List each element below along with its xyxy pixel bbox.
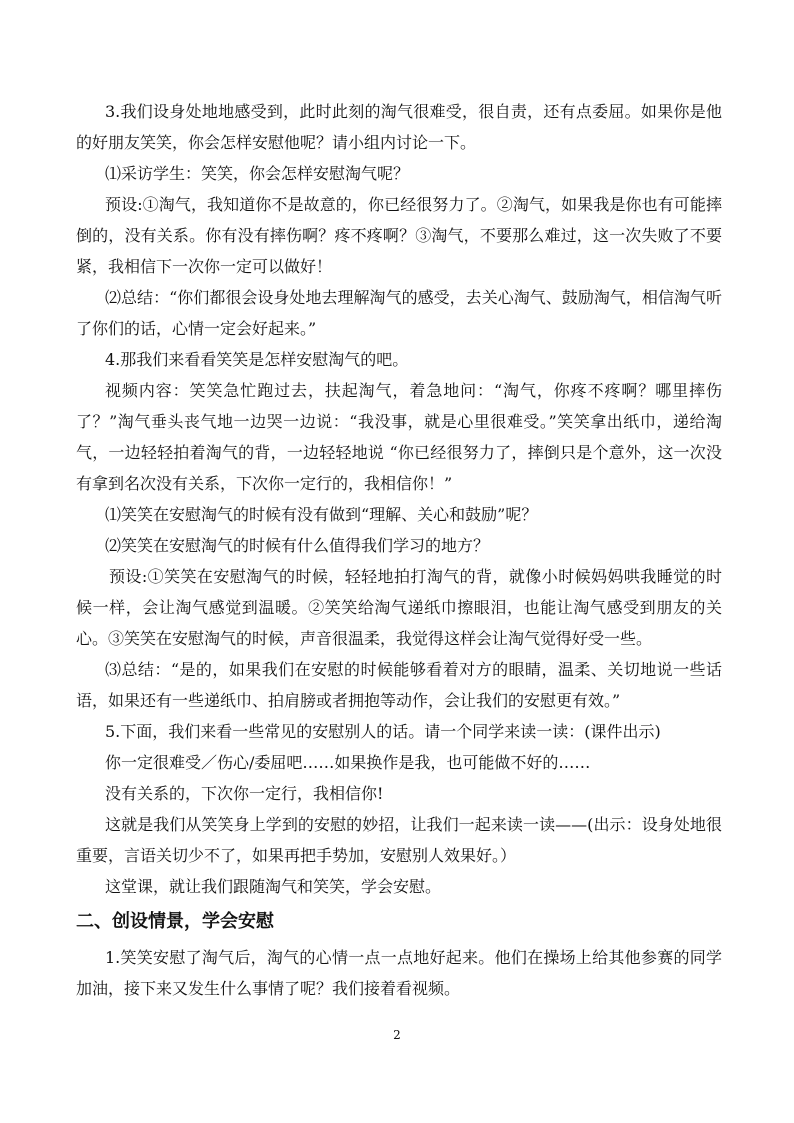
paragraph-summary-3: ⑶总结：“是的，如果我们在安慰的时候能够看着对方的眼睛，温柔、关切地说一些话语，如果还有一些递纸巾、拍肩膀或者拥抱等动作，会让我们的安慰更有效。”	[76, 660, 722, 710]
paragraph-tips: 这就是我们从笑笑身上学到的安慰的妙招，让我们一起来读一读——(出示：设身处地很重要，言语关切少不了，如果再把手势加，安慰别人效果好。）	[76, 815, 722, 865]
paragraph-q5: 5.下面，我们来看一些常见的安慰别人的话。请一个同学来读一读：(课件出示)	[105, 722, 661, 741]
paragraph-video-content: 视频内容：笑笑急忙跑过去，扶起淘气，着急地问：“淘气，你疼不疼啊？哪里摔伤了？”淘气垂头丧气地一边哭一边说：“我没事，就是心里很难受。”笑笑拿出纸巾，递给淘气，一边轻轻拍着淘气的背，一边轻轻地说 “你已经很努力了，摔倒只是个意外，这一次没有拿到名次没有关系，下次你一定行的，我相信你！”	[76, 381, 722, 493]
paragraph-comfort-phrase-2: 没有关系的，下次你一定行，我相信你!	[105, 784, 384, 803]
page-number: 2	[393, 1028, 401, 1042]
paragraph-section-2-1: 1.笑笑安慰了淘气后，淘气的心情一点一点地好起来。他们在操场上给其他参赛的同学加油，接下来又发生什么事情了呢？我们接着看视频。	[76, 948, 722, 998]
section-heading: 二、创设情景，学会安慰	[76, 911, 274, 932]
paragraph-interview: ⑴采访学生：笑笑，你会怎样安慰淘气呢？	[105, 164, 410, 183]
paragraph-q3: 3.我们设身处地地感受到，此时此刻的淘气很难受，很自责，还有点委屈。如果你是他的好朋友笑笑，你会怎样安慰他呢？请小组内讨论一下。	[76, 102, 722, 152]
paragraph-closing: 这堂课，就让我们跟随淘气和笑笑，学会安慰。	[105, 877, 442, 896]
paragraph-summary-1: ⑵总结：“你们都很会设身处地去理解淘气的感受，去关心淘气、鼓励淘气，相信淘气听了你们的话，心情一定会好起来。”	[76, 288, 722, 338]
paragraph-preset-1: 预设:①淘气，我知道你不是故意的，你已经很努力了。②淘气，如果我是你也有可能摔倒的，没有关系。你有没有摔伤啊？疼不疼啊？③淘气，不要那么难过，这一次失败了不要紧，我相信下一次你一定可以做好！	[76, 195, 722, 276]
paragraph-question-1: ⑴笑笑在安慰淘气的时候有没有做到“理解、关心和鼓励”呢？	[105, 505, 538, 524]
paragraph-question-2: ⑵笑笑在安慰淘气的时候有什么值得我们学习的地方？	[105, 536, 490, 555]
paragraph-preset-2: 预设:①笑笑在安慰淘气的时候，轻轻地拍打淘气的背，就像小时候妈妈哄我睡觉的时候一样，会让淘气感觉到温暖。②笑笑给淘气递纸巾擦眼泪，也能让淘气感受到朋友的关心。③笑笑在安慰淘气的时候，声音很温柔，我觉得这样会让淘气觉得好受一些。	[76, 567, 722, 648]
paragraph-q4: 4.那我们来看看笑笑是怎样安慰淘气的吧。	[105, 350, 409, 369]
paragraph-comfort-phrase-1: 你一定很难受／伤心/委屈吧……如果换作是我，也可能做不好的……	[105, 753, 591, 772]
document-body	[76, 96, 722, 1004]
